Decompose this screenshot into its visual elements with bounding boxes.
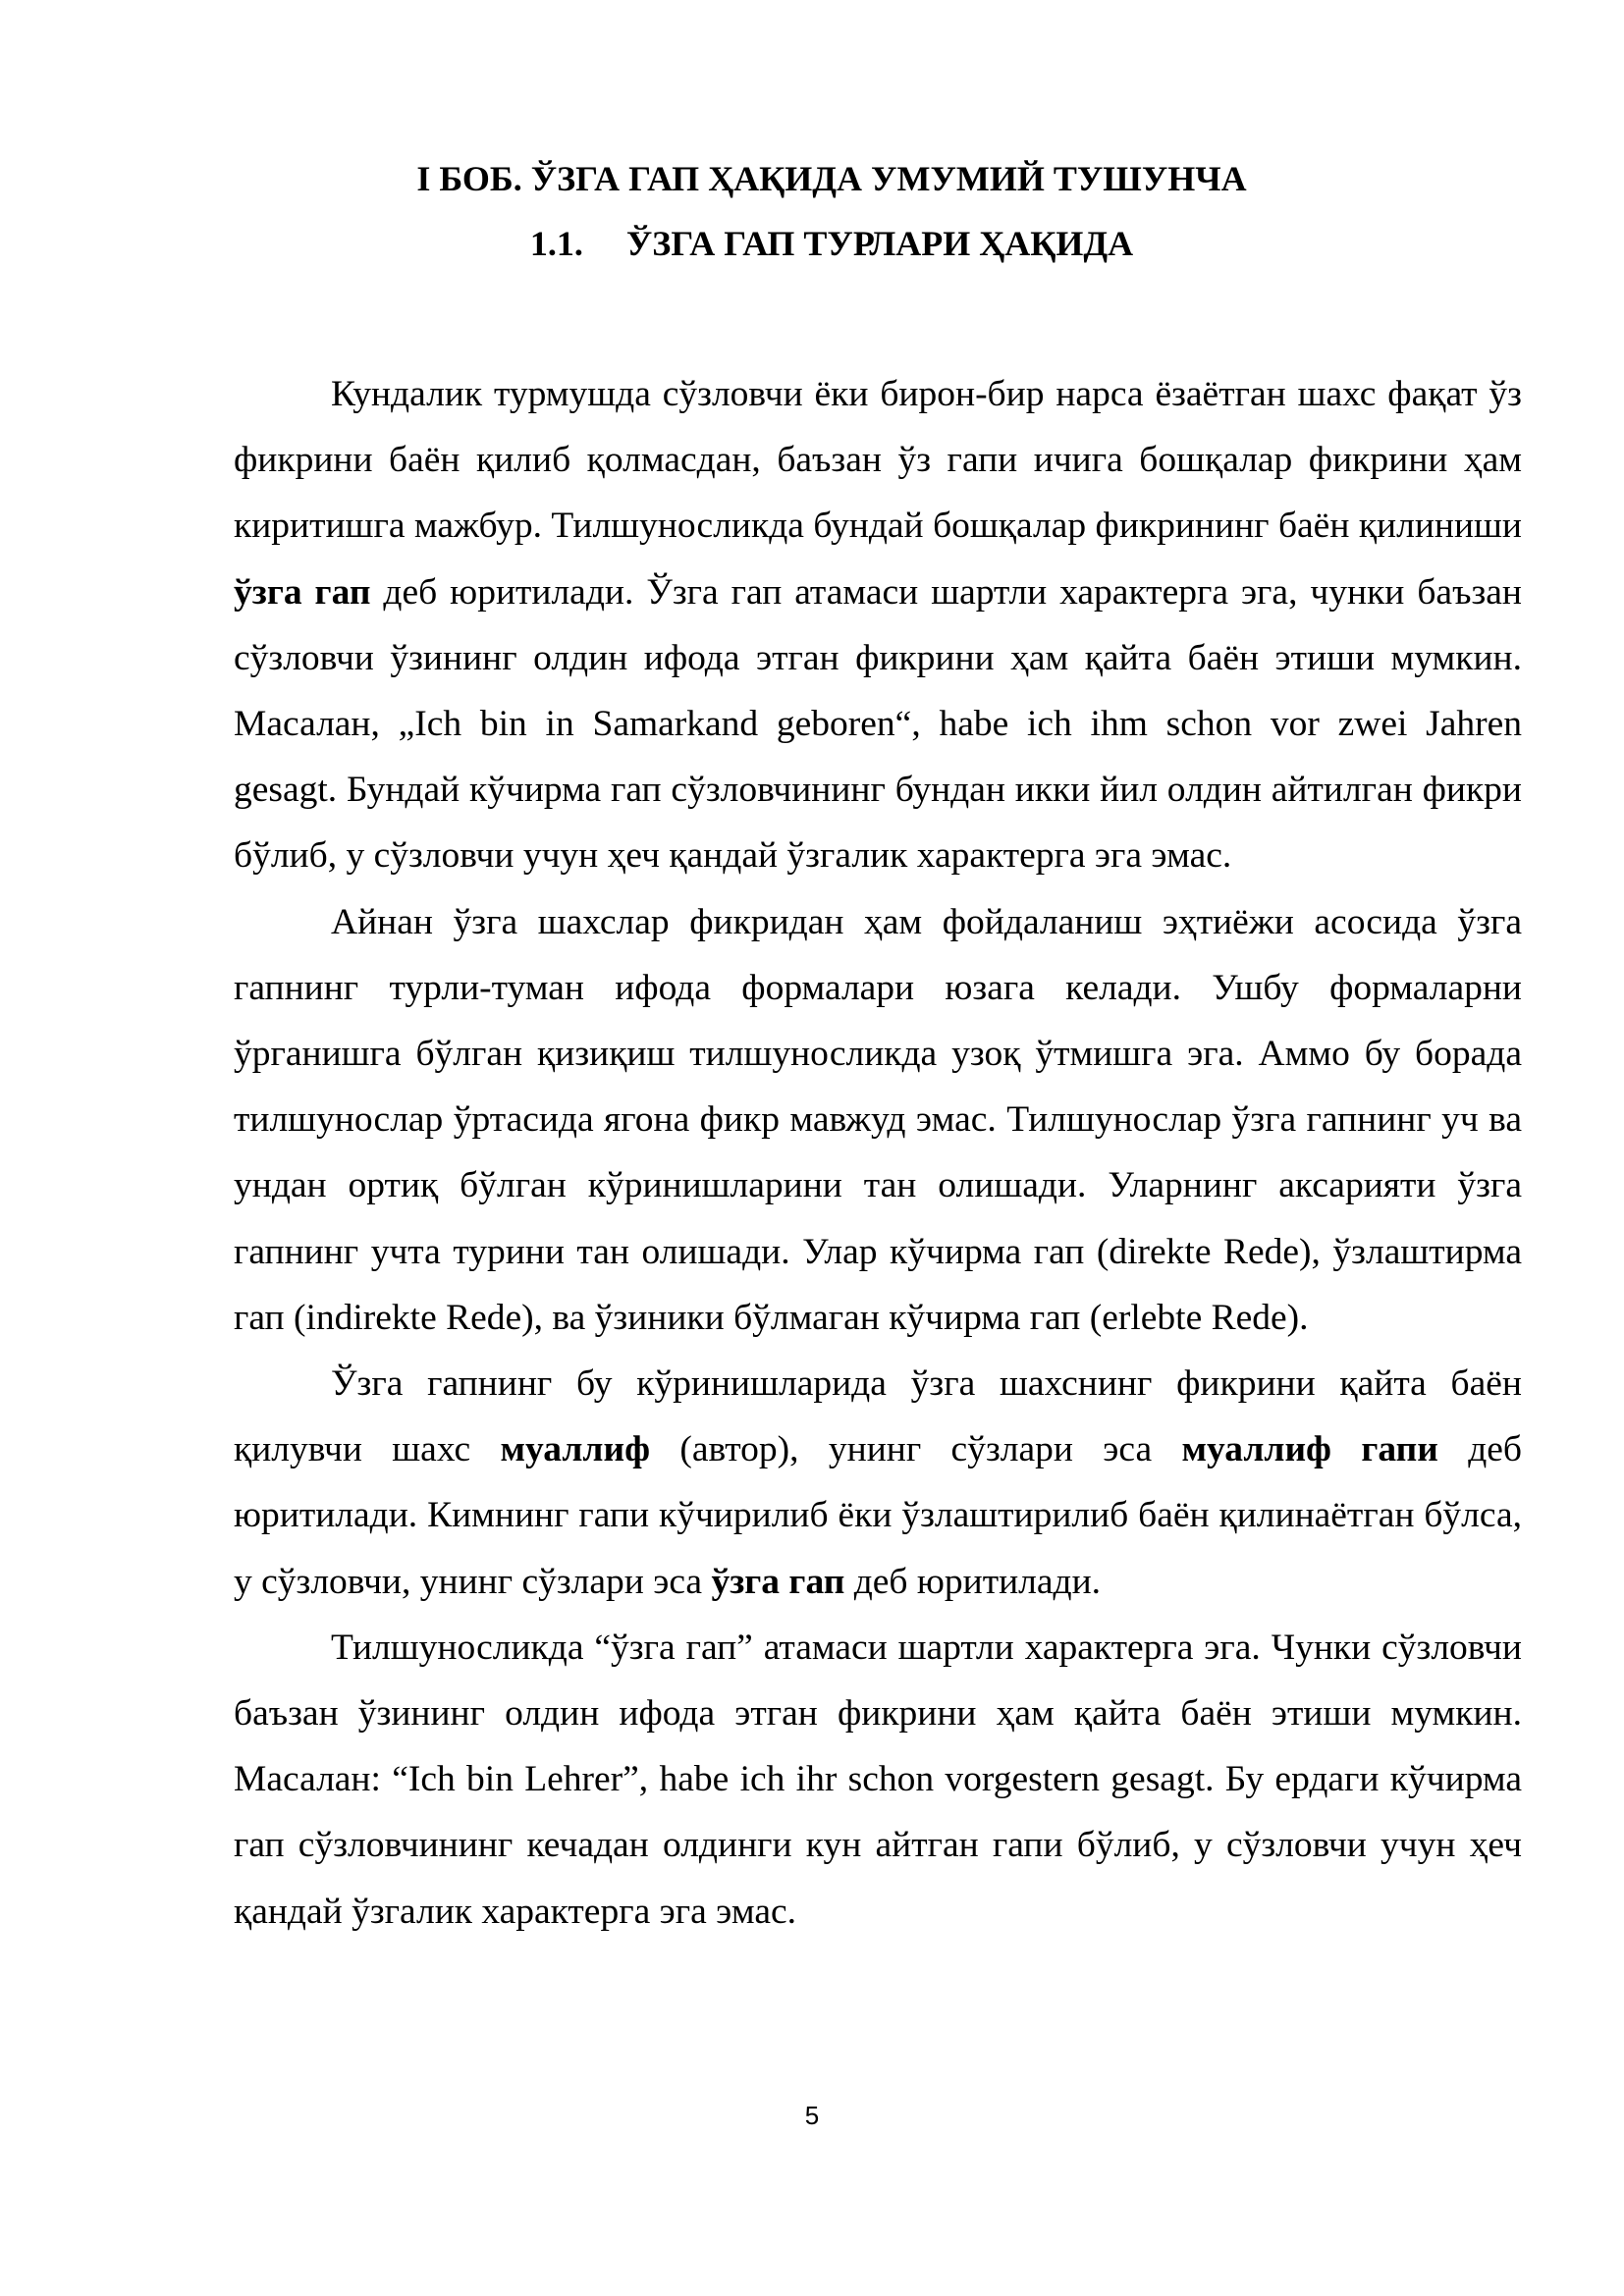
text-segment: Айнан ўзга шахслар фикридан ҳам фойдаланиш эҳтиёжи асосида ўзга гапнинг турли-туман ифода формалари юзага келади. Ушбу формаларни ўрганишга бўлган қизиқиш тилшуносликда узоқ ўтмишга эга. Аммо бу борада тилшунослар ўртасида ягона фикр мавжуд эмас. Тилшунослар ўзга гапнинг уч ва ундан ортиқ бўлган кўринишларини тан олишади. Уларнинг аксарияти ўзга гапнинг учта турини тан олишади. Улар кўчирма гап (direkte Rede), ўзлаштирма гап (indirekte Rede), ва ўзиники бўлмаган кўчирма гап (erlebte Rede). bbox=[234, 901, 1522, 1338]
body-text bbox=[234, 361, 1522, 1945]
paragraph-4 bbox=[234, 1615, 1522, 1945]
paragraph-1 bbox=[234, 361, 1522, 889]
bold-term: ўзга гап bbox=[234, 571, 371, 613]
text-segment: Тилшуносликда “ўзга гап” атамаси шартли характерга эга. Чунки сўзловчи баъзан ўзининг олдин ифода этган фикрини ҳам қайта баён этиши мумкин. Масалан: “Ich bin Lehrer”, habe ich ihr schon vorgestern gesagt. Бу ердаги кўчирма гап сўзловчининг кечадан олдинги кун айтган гапи бўлиб, у сўзловчи учун ҳеч қандай ўзгалик характерга эга эмас. bbox=[234, 1627, 1522, 1932]
bold-term: муаллиф гапи bbox=[1181, 1429, 1438, 1470]
bold-term: муаллиф bbox=[500, 1429, 651, 1470]
text-segment: (автор), унинг сўзлари эса bbox=[650, 1429, 1182, 1470]
chapter-title: I БОБ. ЎЗГА ГАП ҲАҚИДА УМУМИЙ ТУШУНЧА bbox=[416, 159, 1247, 198]
section-number: 1.1. bbox=[529, 224, 583, 263]
paragraph-3 bbox=[234, 1351, 1522, 1615]
text-segment: Кундалик турмушда сўзловчи ёки бирон-бир нарса ёзаётган шахс фақат ўз фикрини баён қилиб қолмасдан, баъзан ўз гапи ичига бошқалар фикрини ҳам киритишга мажбур. Тилшуносликда бундай бошқалар фикрининг баён қилиниши bbox=[234, 374, 1522, 547]
bold-term: ўзга гап bbox=[711, 1561, 845, 1602]
text-segment: Ўзга гапнинг бу кўринишларида ўзга шахснинг фикрини қайта баён қилувчи шахс bbox=[234, 1363, 1522, 1470]
paragraph-2 bbox=[234, 889, 1522, 1351]
section-heading bbox=[236, 222, 1428, 265]
page-number: 5 bbox=[804, 2101, 820, 2130]
text-segment: деб юритилади. Кимнинг гапи кўчирилиб ёки ўзлаштирилиб баён қилинаётган бўлса, у сўзловчи, унинг сўзлари эса bbox=[234, 1429, 1522, 1602]
chapter-heading bbox=[236, 157, 1428, 200]
text-segment: деб юритилади. bbox=[844, 1561, 1102, 1602]
section-title: ЎЗГА ГАП ТУРЛАРИ ҲАҚИДА bbox=[625, 224, 1134, 263]
text-segment: деб юритилади. Ўзга гап атамаси шартли характерга эга, чунки баъзан сўзловчи ўзининг олдин ифода этган фикрини ҳам қайта баён этиши мумкин. Масалан, „Ich bin in Samarkand geboren“, habe ich ihm schon vor zwei Jahren gesagt. Бундай кўчирма гап сўзловчининг бундан икки йил олдин айтилган фикри бўлиб, у сўзловчи учун ҳеч қандай ўзгалик характерга эга эмас. bbox=[234, 571, 1522, 877]
